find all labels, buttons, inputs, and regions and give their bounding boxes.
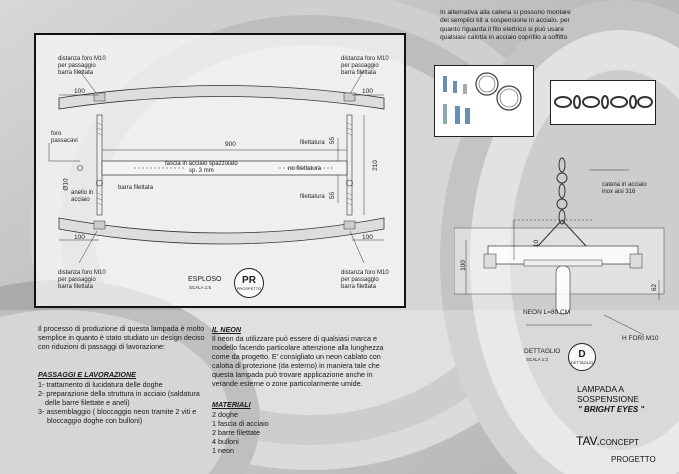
- label-esploso-scala: SCALA 1:5: [189, 285, 212, 290]
- label-filettatura-top: filettatura: [300, 140, 325, 146]
- label-dettaglio-scala: SCALA 1:2: [526, 357, 549, 362]
- tav-text: TAV.: [576, 434, 600, 448]
- lamp-name: " BRIGHT EYES ": [578, 405, 645, 414]
- material-2: 1 fascia di acciaio: [212, 419, 269, 428]
- label-fascia: fascia in acciaio spazzolato sp. 3 mm: [165, 161, 238, 174]
- label-foro-passacavi: foro passacavi: [51, 131, 78, 144]
- pr-stamp-letters: PR: [242, 274, 256, 286]
- tav-label: [576, 434, 639, 448]
- dim-100-detail: 100: [459, 260, 467, 271]
- material-5: 1 neon: [212, 446, 234, 455]
- title-line-2: SOSPENSIONE: [577, 394, 639, 404]
- dim-900: 900: [225, 141, 236, 148]
- dim-62: 62: [651, 283, 659, 292]
- step-3: 3- assemblaggio ( bloccaggio neon tramite 2 viti e bloccaggio doghe con bulloni): [38, 407, 197, 425]
- progetto-label: PROGETTO: [611, 455, 656, 464]
- title-line-1: LAMPADA A: [577, 384, 625, 394]
- pr-stamp: [234, 268, 264, 298]
- steps-heading: PASSAGGI E LAVORAZIONE: [38, 370, 136, 379]
- dim-55-top: 55: [329, 136, 337, 145]
- step-1: 1- trattamento di lucidatura delle doghe: [38, 380, 163, 389]
- label-hole-left-top: distanza foro M10 per passaggio barra filettata: [58, 56, 106, 76]
- material-1: 2 doghe: [212, 410, 238, 419]
- step-2: 2- preparazione della struttura in acciaio (saldatura delle barre filettate e aneli): [38, 389, 200, 407]
- dim-210: 210: [371, 160, 379, 171]
- title-block: [577, 384, 639, 404]
- steps-list: [38, 380, 213, 425]
- d-stamp-sub: DETTAGLIO: [570, 359, 594, 365]
- label-no-filettatura: no filettatura: [288, 166, 322, 172]
- label-filettatura-bottom: filettatura: [300, 194, 325, 200]
- material-4: 4 bulloni: [212, 437, 239, 446]
- dim-100-left-bottom: 100: [74, 234, 85, 241]
- d-stamp-letter: D: [578, 348, 586, 360]
- label-anello: anello in acciaio: [71, 190, 94, 203]
- neon-heading: IL NEON: [212, 325, 242, 334]
- label-barra-filettata: barra filettata: [118, 185, 154, 191]
- chain-icon: [551, 81, 655, 124]
- label-hole-left-bottom: distanza foro M10 per passaggio barra filettata: [58, 270, 106, 290]
- suspension-note: In alternativa alla catena si possono montare dei semplici kit a sospensione in acciaio. per quanto riguarda il filo elettrico si può usare qualsiasi calotta in acciaio coprifilo a soffitto: [440, 9, 571, 42]
- label-fori: H FORI M10: [622, 335, 659, 342]
- neon-text: Il neon da utilizzare può essere di qualsiasi marca e modello facendo particolare attenzione alla lunghezza come da progetto. E' consigliato un neon cablato con calotta di protezione (da esterno) in maniera tale che questa lampada può trovare applicazione anche in verande esterne o zone particolarmente umide.: [212, 334, 384, 388]
- dim-100-right-top: 100: [362, 88, 373, 95]
- d-stamp: [568, 343, 596, 371]
- dim-100-left-top: 100: [74, 88, 85, 95]
- materials-list: [212, 410, 269, 455]
- label-catena: catena in acciaio inox aisi 316: [602, 182, 647, 195]
- label-esploso: ESPLOSO: [188, 276, 222, 283]
- intro-text: Il processo di produzione di questa lampada è molto semplice in quanto è stato studiato un design deciso con riduzioni di passaggi di lavorazione:: [38, 324, 205, 351]
- chain-box: [550, 80, 656, 125]
- pr-stamp-sub: PROSPETTO: [236, 285, 262, 291]
- label-dettaglio: DETTAGLIO: [524, 348, 561, 355]
- label-neon-length: NEON L=80 CM: [523, 309, 571, 316]
- label-hole-right-top: distanza foro M10 per passaggio barra filettata: [341, 56, 389, 76]
- dim-100-right-bottom: 100: [362, 234, 373, 241]
- material-3: 2 barre filettate: [212, 428, 260, 437]
- dim-10: 10: [533, 239, 541, 248]
- materials-heading: MATERIALI: [212, 400, 251, 409]
- dim-phi10: Ø10: [62, 178, 70, 191]
- concept-text: CONCEPT: [599, 438, 639, 447]
- label-hole-right-bottom: distanza foro M10 per passaggio barra filettata: [341, 270, 389, 290]
- dim-55-bottom: 55: [329, 191, 337, 200]
